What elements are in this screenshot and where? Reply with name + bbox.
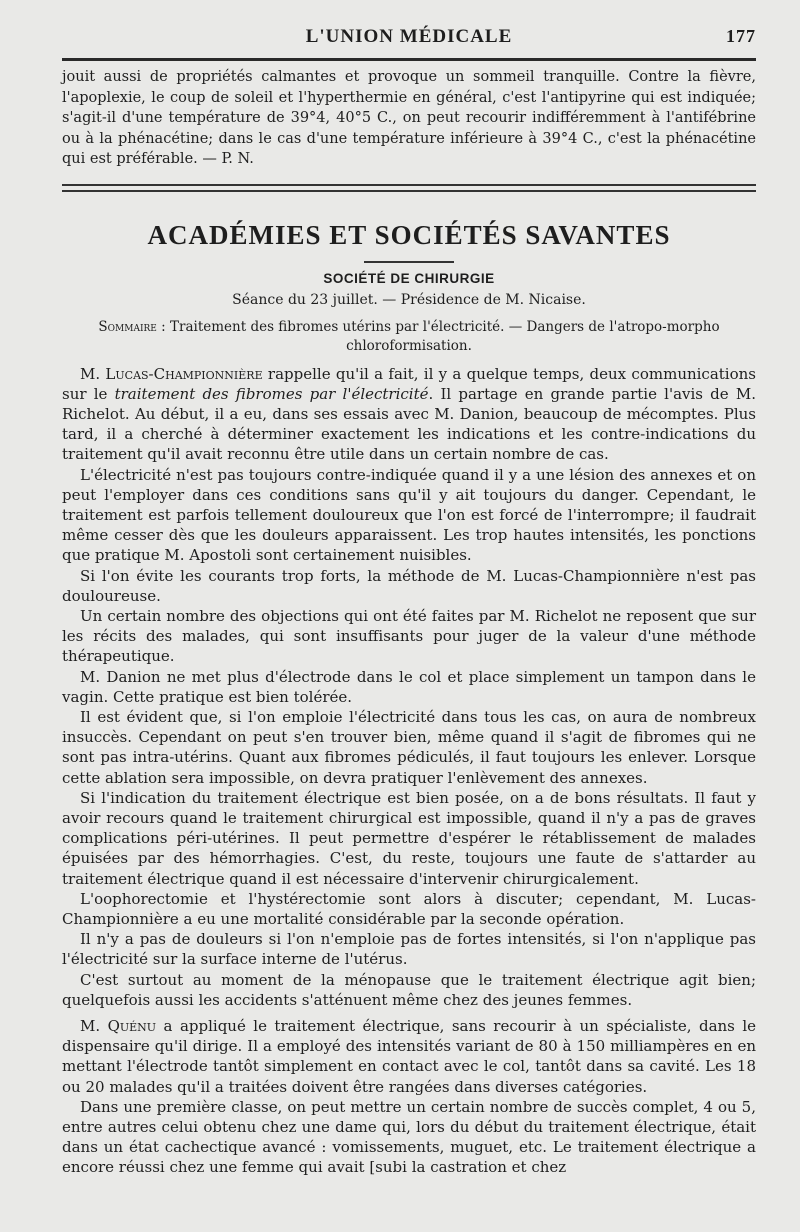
speaker-name: M. Lucas-Championnière [80, 364, 263, 383]
section-title: ACADÉMIES ET SOCIÉTÉS SAVANTES [147, 219, 671, 250]
paragraph: Si l'indication du traitement électrique est bien posée, on a de bons résultats. Il faut y avoir recours quand le traitement chirurgical est impossible, quand il n'y a pas de graves complications péri-utérines. Il peut permettre d'espérer le rétablissement de malades épuisées par des hémorrhagies. C'est, du reste, toujours une faute de s'attarder au traitement électrique quand il est nécessaire d'intervenir chirurgicalement. [62, 788, 756, 888]
intro-paragraph: jouit aussi de propriétés calmantes et provoque un sommeil tranquille. Contre la fièvre, l'apoplexie, le coup de soleil et l'hyperthermie en général, c'est l'antipyrine qui est indiquée; s'agit-il d'une température de 39°4, 40°5 C., on peut recourir indifféremment à l'antifébrine ou à la phénacétine; dans le cas d'une température inférieure à 39°4 C., c'est la phénacétine qui est préférable. — P. N. [62, 69, 756, 167]
paragraph: L'oophorectomie et l'hystérectomie sont alors à discuter; cependant, M. Lucas-Championnière a eu une mortalité considérable par la seconde opération. [62, 889, 756, 928]
article-body [62, 364, 756, 1178]
paragraph: L'électricité n'est pas toujours contre-indiquée quand il y a une lésion des annexes et on peut l'employer dans ces conditions sans qu'il y ait toujours du danger. Cependant, le traitement est parfois tellement douloureux que l'on est forcé de l'interrompre; il faudrait même cesser dès que les douleurs apparaissent. Les trop hautes intensités, les ponctions que pratique M. Apostoli sont certainement nuisibles. [62, 465, 756, 565]
page-header [62, 22, 756, 52]
header-rule [62, 58, 756, 61]
italic-title: traitement des fibromes par l'électricité [114, 384, 429, 403]
paragraph: M. Danion ne met plus d'électrode dans le col et place simplement un tampon dans le vagin. Cette pratique est bien tolérée. [62, 667, 756, 706]
summary-text: Traitement des fibromes utérins par l'électricité. — Dangers de l'atropo-morpho chloroformisation. [170, 318, 720, 354]
journal-title: L'UNION MÉDICALE [305, 26, 513, 47]
section-divider [62, 184, 756, 192]
paragraph: Un certain nombre des objections qui ont été faites par M. Richelot ne reposent que sur les récits des malades, qui sont insuffisants pour juger de la valeur d'une méthode thérapeutique. [62, 606, 756, 666]
summary-label: Sommaire : [98, 318, 166, 335]
title-rule [364, 261, 454, 263]
page-number: 177 [726, 26, 756, 46]
paragraph: M. Quénu a appliqué le traitement électrique, sans recourir à un spécialiste, dans le dispensaire qu'il dirige. Il a employé des intensités variant de 80 à 150 milliampères en en mettant l'électrode tantôt simplement en contact avec le col, tantôt dans sa cavité. Les 18 ou 20 malades qu'il a traitées doivent être rangées dans diverses catégories. [62, 1017, 757, 1096]
paragraph: Il est évident que, si l'on emploie l'électricité dans tous les cas, on aura de nombreux insuccès. Cependant on peut s'en trouver bien, même quand il s'agit de fibromes qui ne sont pas intra-utérins. Quant aux fibromes pédiculés, il faut toujours les enlever. Lorsque cette ablation sera impossible, on devra pratiquer l'enlèvement des annexes. [62, 707, 756, 787]
paragraph: Si l'on évite les courants trop forts, la méthode de M. Lucas-Championnière n'est pas douloureuse. [62, 566, 756, 605]
summary [62, 318, 756, 356]
paragraph: C'est surtout au moment de la ménopause que le traitement électrique agit bien; quelquefois aussi les accidents s'atténuent même chez des jeunes femmes. [62, 970, 756, 1009]
society-heading: SOCIÉTÉ DE CHIRURGIE [323, 270, 495, 286]
paragraph: M. Lucas-Championnière rappelle qu'il a fait, il y a quelque temps, deux communications sur le traitement des fibromes par l'électricité. Il partage en grande partie l'avis de M. Richelot. Au début, il a eu, dans ses essais avec M. Danion, beaucoup de mécomptes. Plus tard, il a cherché à déterminer exactement les indications et les contre-indications du traitement qu'il avait reconnu être utile dans un certain nombre de cas. [62, 364, 756, 464]
paragraph: Dans une première classe, on peut mettre un certain nombre de succès complet, 4 ou 5, entre autres celui obtenu chez une dame qui, lors du début du traitement électrique, était dans un état cachectique avancé : vomissements, muguet, etc. Le traitement électrique a encore réussi chez une femme qui avait [subi la castration et chez [62, 1097, 756, 1177]
speaker-name: M. Quénu [80, 1017, 157, 1035]
paragraph: Il n'y a pas de douleurs si l'on n'emploie pas de fortes intensités, si l'on n'applique pas l'électricité sur la surface interne de l'utérus. [62, 930, 756, 969]
session-line: Séance du 23 juillet. — Présidence de M. Nicaise. [232, 291, 586, 308]
